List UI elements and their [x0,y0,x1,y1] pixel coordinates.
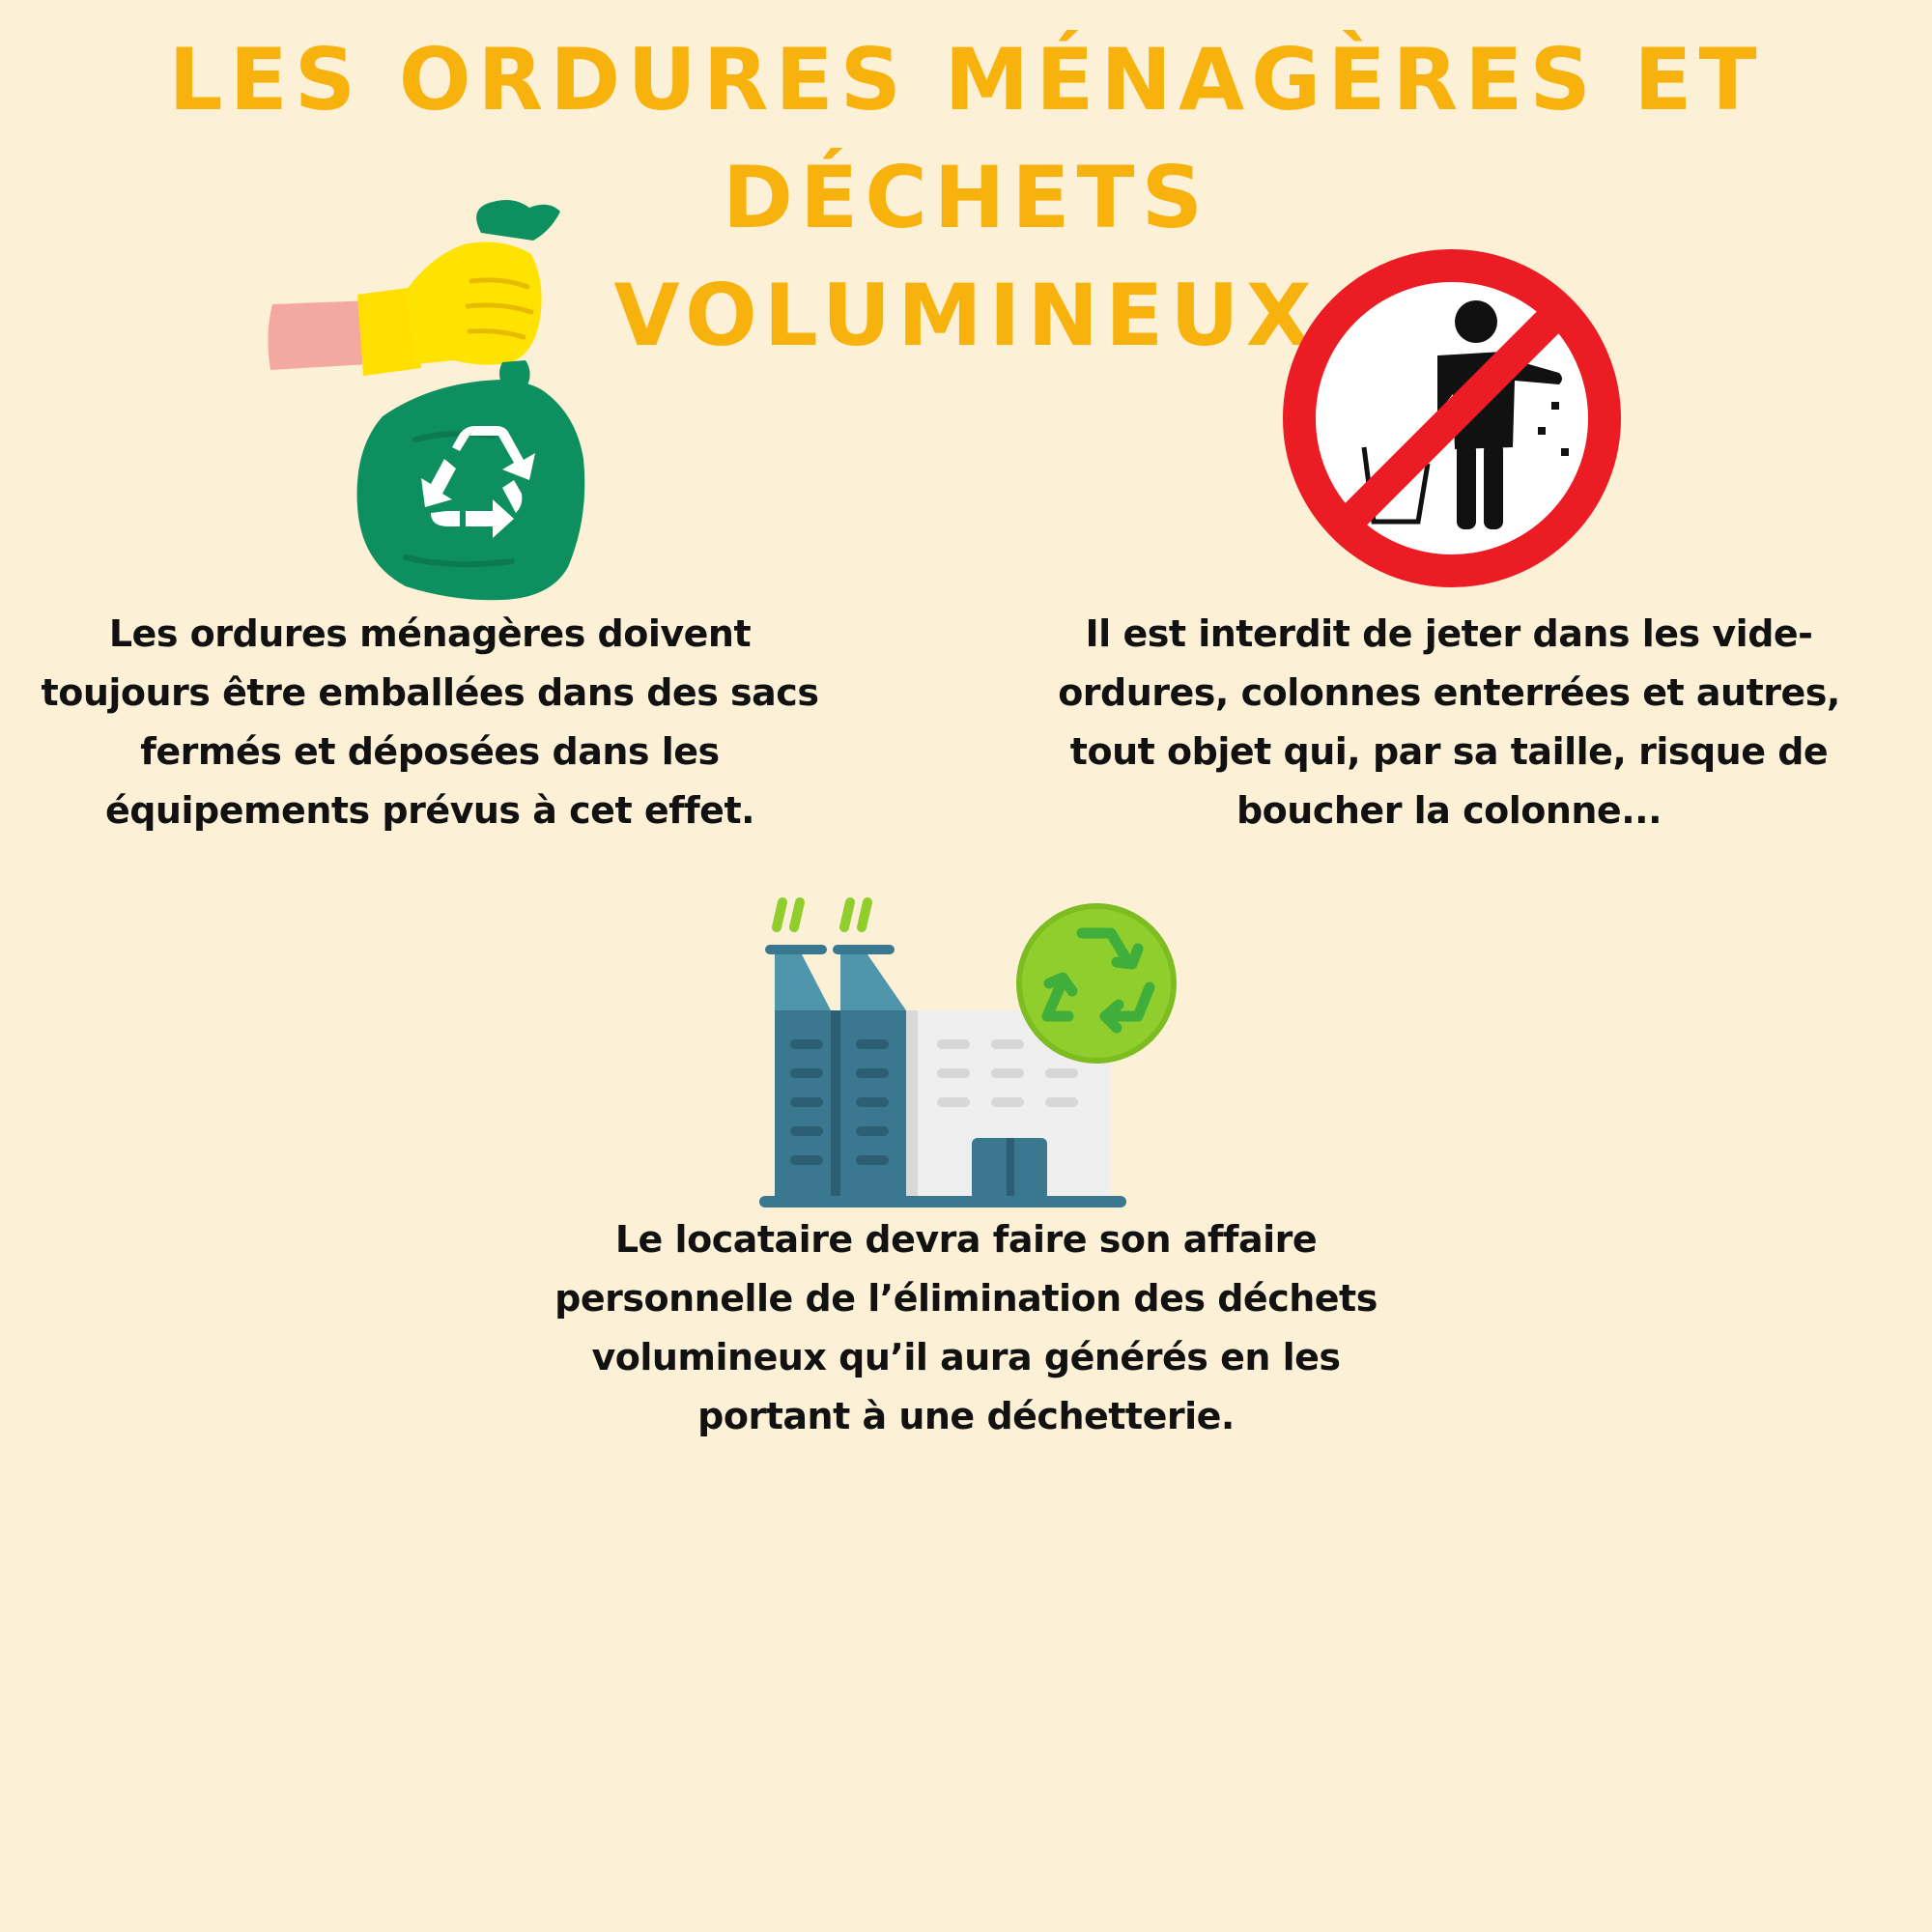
caption-bags-line: toujours être emballées dans des sacs [41,671,819,714]
page-title-line-2: VOLUMINEUX [613,266,1319,365]
caption-bulky-waste-line: volumineux qu’il aura générés en les [591,1336,1341,1378]
caption-chute-line: boucher la colonne... [1236,789,1662,832]
caption-bags [39,605,821,840]
caption-bulky-waste-line: Le locataire devra faire son affaire [614,1218,1318,1261]
caption-bags-line: fermés et déposées dans les [140,730,720,773]
caption-bags-line: équipements prévus à cet effet. [104,789,755,832]
no-littering-sign-icon [1283,249,1621,587]
caption-bulky-waste [541,1210,1391,1446]
caption-chute-line: Il est interdit de jeter dans les vide- [1085,612,1813,655]
caption-chute [1043,605,1855,840]
caption-bags-line: Les ordures ménagères doivent [108,612,752,655]
caption-chute-line: ordures, colonnes enterrées et autres, [1058,671,1840,714]
hand-holding-recycling-bag-icon [261,198,599,604]
recycling-factory-icon [753,869,1179,1212]
page-title-line-1: LES ORDURES MÉNAGÈRES ET DÉCHETS [168,30,1764,247]
caption-bulky-waste-line: portant à une déchetterie. [697,1395,1235,1437]
caption-bulky-waste-line: personnelle de l’élimination des déchets [554,1277,1378,1320]
caption-chute-line: tout objet qui, par sa taille, risque de [1069,730,1829,773]
